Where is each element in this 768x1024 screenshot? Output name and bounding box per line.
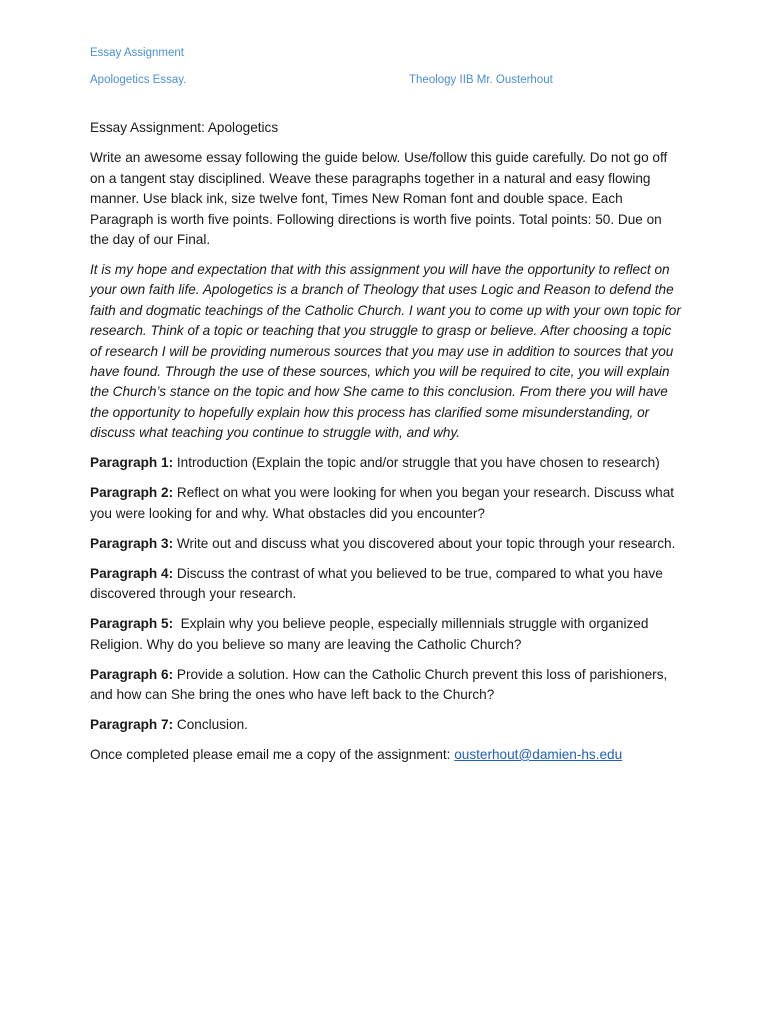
- header-course-left: Apologetics Essay.: [90, 74, 187, 86]
- paragraph-3: [90, 534, 682, 554]
- paragraph-5: [90, 614, 682, 655]
- document-title: Essay Assignment: Apologetics: [90, 120, 279, 135]
- header-course-right: Theology IIB Mr. Ousterhout: [409, 74, 553, 86]
- header-title: Essay Assignment: [90, 47, 184, 59]
- paragraph-3-text: Write out and discuss what you discovered about your topic through your research.: [173, 535, 676, 551]
- paragraph-7-text: Conclusion.: [173, 716, 248, 732]
- paragraph-6-text: Provide a solution. How can the Catholic Church prevent this loss of parishioners, and how can She bring the ones who have left back to the Church?: [90, 666, 668, 702]
- closing-text: Once completed please email me a copy of the assignment:: [90, 746, 455, 762]
- closing-paragraph: [90, 745, 682, 765]
- paragraph-1-text: Introduction (Explain the topic and/or struggle that you have chosen to research): [173, 455, 660, 471]
- paragraph-3-label: Paragraph 3:: [90, 535, 174, 551]
- email-link[interactable]: ousterhout@damien-hs.edu: [454, 746, 623, 762]
- paragraph-6: [90, 665, 682, 706]
- paragraph-5-text: Explain why you believe people, especially millennials struggle with organized Religion. Why do you believe so many are leaving the Catholic Church?: [90, 616, 653, 652]
- paragraph-4-label: Paragraph 4:: [90, 565, 174, 581]
- header-subtitle-row: [90, 74, 690, 86]
- paragraph-2: [90, 483, 682, 524]
- paragraph-1-label: Paragraph 1:: [90, 455, 174, 471]
- intro-paragraph: Write an awesome essay following the guide below. Use/follow this guide carefully. Do not go off on a tangent stay disciplined. Weave these paragraphs together in a natural and easy flowing manner. Use black ink, size twelve font, Times New Roman font and double space. Each Paragraph is worth five points. Following directions is worth five points. Total points: 50. Due on the day of our Final.: [90, 150, 668, 248]
- paragraph-1: [90, 453, 682, 473]
- paragraph-4-text: Discuss the contrast of what you believed to be true, compared to what you have discovered through your research.: [90, 565, 663, 602]
- document-body: [90, 118, 682, 775]
- paragraph-6-label: Paragraph 6:: [90, 666, 174, 682]
- paragraph-7: [90, 715, 682, 735]
- italic-paragraph: It is my hope and expectation that with this assignment you will have the opportunity to reflect on your own faith life. Apologetics is a branch of Theology that uses Logic and Reason to defend the faith and dogmatic teachings of the Catholic Church. I want you to come up with your own topic for research. Think of a topic or teaching that you struggle to grasp or believe. After choosing a topic of research I will be providing numerous sources that you may use in addition to sources that you have found. Through the use of these sources, which you will be required to cite, you will explain the Church’s stance on the topic and how She came to this conclusion. From there you will have the opportunity to hopefully explain how this process has clarified some misunderstanding, or discuss what teaching you continue to struggle with, and why.: [90, 262, 681, 441]
- paragraph-5-label: Paragraph 5:: [90, 616, 174, 632]
- paragraph-4: [90, 564, 682, 605]
- paragraph-2-label: Paragraph 2:: [90, 485, 174, 501]
- paragraph-7-label: Paragraph 7:: [90, 716, 174, 732]
- paragraph-2-text: Reflect on what you were looking for when you began your research. Discuss what you were looking for and why. What obstacles did you encounter?: [90, 485, 675, 521]
